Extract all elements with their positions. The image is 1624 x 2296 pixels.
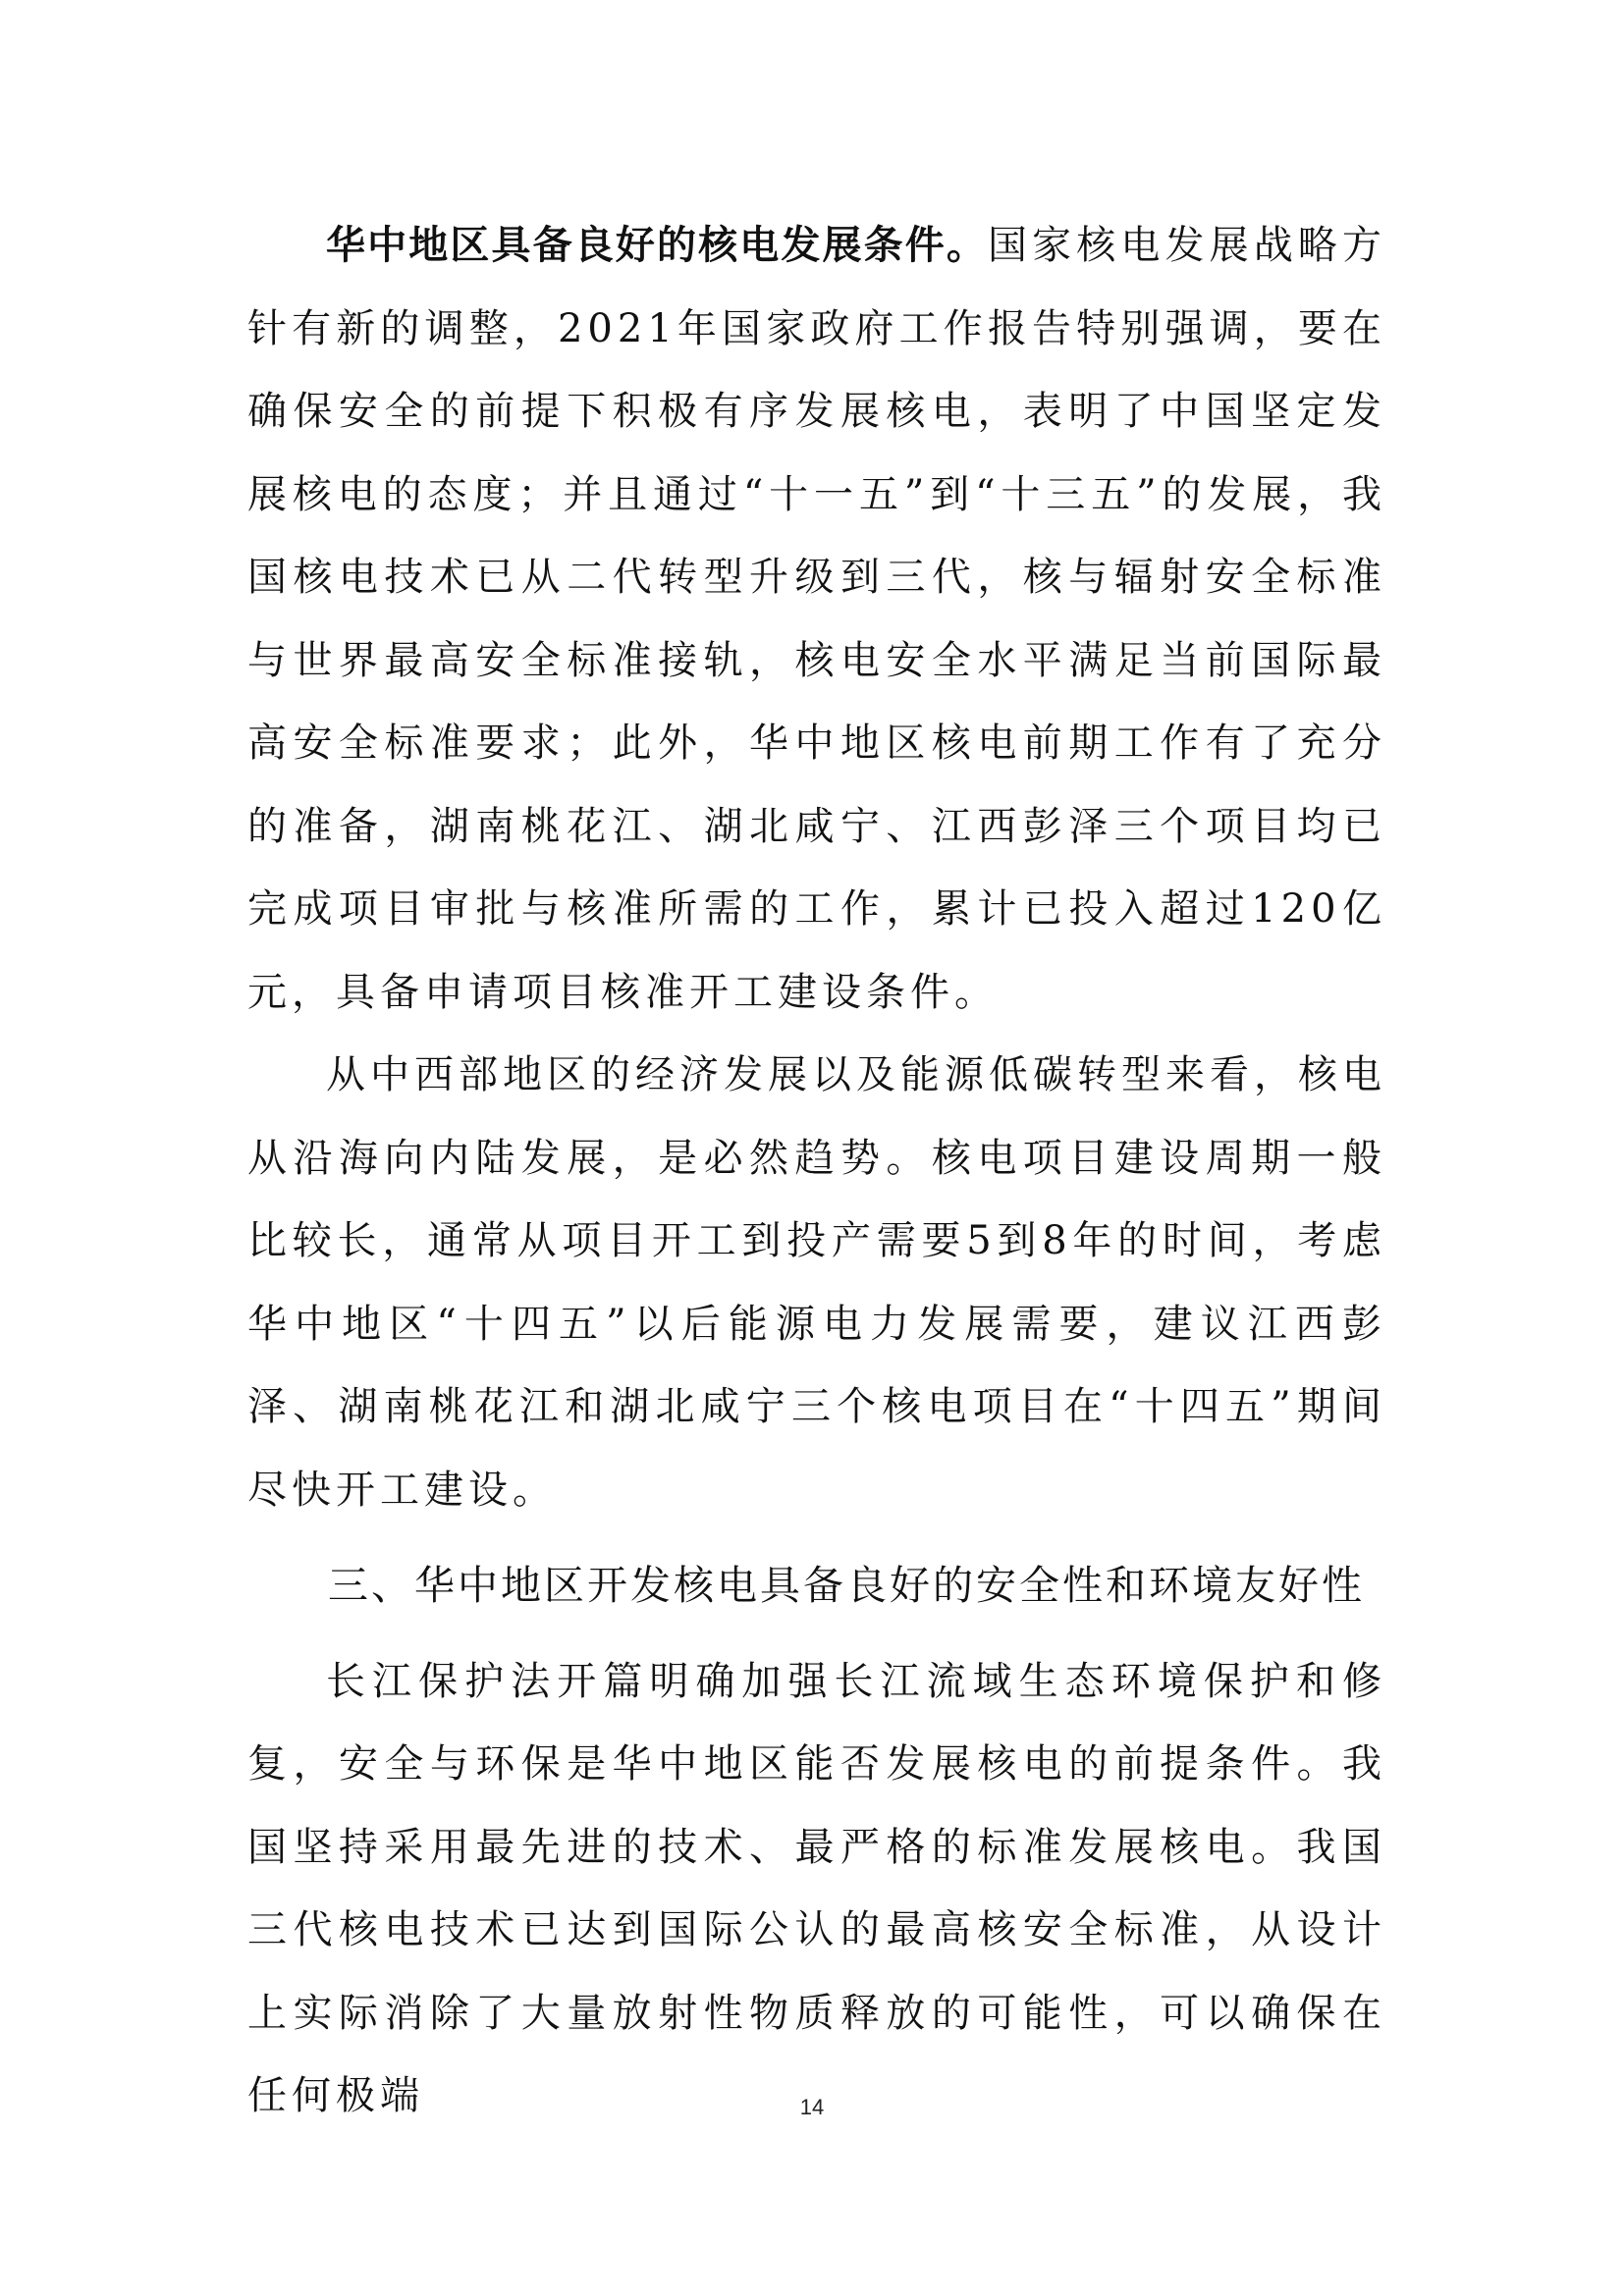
paragraph-body: 国家核电发展战略方针有新的调整，2021年国家政府工作报告特别强调，要在确保安全的前提下积极有序发展核电，表明了中国坚定发展核电的态度；并且通过“十一五”到“十三五”的发展，我国核电技术已从二代转型升级到三代，核与辐射安全标准与世界最高安全标准接轨，核电安全水平满足当前国际最高安全标准要求；此外，华中地区核电前期工作有了充分的准备，湖南桃花江、湖北咸宁、江西彭泽三个项目均已完成项目审批与核准所需的工作，累计已投入超过120亿元，具备申请项目核准开工建设条件。 — [247, 223, 1386, 1015]
paragraph-inland-development: 从中西部地区的经济发展以及能源低碳转型来看，核电从沿海向内陆发展，是必然趋势。核电项目建设周期一般比较长，通常从项目开工到投产需要5到8年的时间，考虑华中地区“十四五”以后能源电力发展需要，建议江西彭泽、湖南桃花江和湖北咸宁三个核电项目在“十四五”期间尽快开工建设。 — [247, 1052, 1386, 1513]
page-number: 14 — [799, 2095, 825, 2119]
paragraph-lead-bold: 华中地区具备良好的核电发展条件。 — [326, 223, 988, 268]
section-heading: 三、华中地区开发核电具备良好的安全性和环境友好性 — [328, 1562, 1365, 1609]
paragraph-safety-environment: 长江保护法开篇明确加强长江流域生态环境保护和修复，安全与环保是华中地区能否发展核电的前提条件。我国坚持采用最先进的技术、最严格的标准发展核电。我国三代核电技术已达到国际公认的最高核安全标准，从设计上实际消除了大量放射性物质释放的可能性，可以确保在任何极端 — [247, 1658, 1386, 2118]
paragraph-nuclear-conditions — [247, 204, 1386, 1034]
document-body — [247, 204, 1386, 2138]
